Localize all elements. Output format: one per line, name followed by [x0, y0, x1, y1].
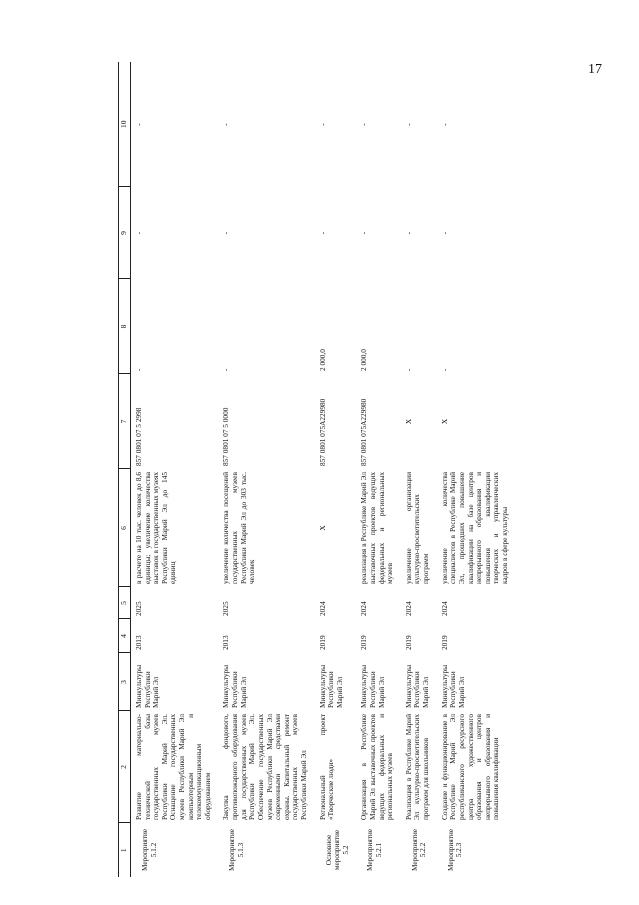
col-header: 1	[119, 823, 131, 877]
col-header: 5	[119, 587, 131, 619]
row-c9: -	[359, 231, 369, 235]
col-header: 3	[119, 653, 131, 711]
row-id: Основное мероприятие 5.2	[323, 829, 350, 871]
row-result: увеличение количества посещений государственных музеев Республики Марий Эл до 303 тыс. человек	[221, 472, 257, 584]
row-start: 2013	[134, 635, 143, 650]
row-c10: -	[317, 123, 327, 126]
row-c10: -	[403, 123, 413, 126]
row-start: 2019	[439, 635, 449, 650]
table-row	[218, 62, 314, 877]
program-table	[118, 62, 516, 877]
row-result: реализация в Республике Марий Эл выставочных проектов ведущих федеральных и региональных музеев	[359, 472, 395, 584]
row-end: 2024	[439, 601, 449, 616]
table-row	[437, 62, 516, 877]
row-code: 857 0801 075A229980	[317, 398, 327, 466]
row-c10: -	[134, 123, 143, 126]
row-code: 857 0801 075A229980	[359, 398, 369, 466]
row-result: Х	[317, 525, 327, 531]
table-row	[401, 62, 437, 877]
row-c9: -	[134, 231, 143, 235]
row-executor: Минкультуры Республики Марий Эл	[221, 664, 248, 708]
row-name: Региональный проект «Творческие люди»	[317, 714, 336, 820]
row-end: 2024	[317, 601, 327, 616]
row-code: 857 0801 07 5 2998	[134, 407, 143, 466]
row-c10: -	[359, 123, 369, 126]
row-code: Х	[439, 418, 449, 425]
rotated-table-wrapper	[118, 62, 578, 877]
row-id: Мероприятие 5.2.2	[409, 828, 428, 872]
row-c9: -	[317, 231, 327, 235]
col-header: 6	[119, 469, 131, 587]
row-c8: -	[403, 368, 413, 371]
row-name: Закупка фондового, противопожарного оборудования для государственных музеев Республики Марий Эл. Обеспечение государственных музеев Республики Марий Эл современными средствами охраны. Капитальный ремонт государственных музеев Республики Марий Эл	[221, 714, 308, 820]
row-id: Мероприятие 5.2.3	[445, 828, 464, 872]
row-result: увеличение организации культурно-просветительских программ	[403, 472, 431, 584]
col-header: 10	[119, 62, 131, 187]
row-result: увеличение количества специалистов в Республике Марий Эл, прошедших повышение квалификации на базе центров непрерывного образования и повышения квалификации творческих и управленческих кадров в сфере культуры	[439, 472, 509, 584]
row-code: 857 0801 07 5 0000	[221, 407, 231, 466]
row-end: 2025	[221, 601, 231, 616]
row-id: Мероприятие 5.1.2	[140, 828, 158, 872]
row-id: Мероприятие 5.1.3	[227, 828, 246, 872]
row-c9: -	[439, 231, 449, 235]
row-c8: 2 000,0	[317, 349, 327, 371]
row-end: 2024	[359, 601, 369, 616]
row-c8: -	[134, 368, 143, 371]
row-name: Реализация в Республике Марий Эл культурно-просветительских программ для школьников	[403, 714, 431, 820]
col-header: 8	[119, 279, 131, 374]
row-start: 2019	[403, 635, 413, 650]
row-c8: -	[439, 368, 449, 371]
page-number: 17	[588, 62, 602, 77]
row-start: 2019	[317, 635, 327, 650]
row-name: Развитие материально-технической базы государственных музеев Республики Марий Эл. Оснащение государственных музеев Республики Марий Эл компьютерным и телекоммуникационным оборудованием	[134, 714, 212, 820]
col-header: 4	[119, 619, 131, 653]
row-executor: Минкультуры Республики Марий Эл	[359, 664, 386, 708]
table-row	[356, 62, 400, 877]
col-header: 2	[119, 711, 131, 823]
row-c9: -	[221, 231, 231, 235]
row-c9: -	[403, 231, 413, 235]
row-executor: Минкультуры Республики Марий Эл	[439, 664, 466, 708]
row-c10: -	[221, 123, 231, 126]
row-executor: Минкультуры Республики Марий Эл	[403, 664, 431, 708]
row-code: Х	[403, 418, 413, 425]
table-row	[315, 62, 357, 877]
col-header: 7	[119, 374, 131, 469]
table-row	[131, 62, 219, 877]
row-c8: 2 000,0	[359, 349, 369, 371]
row-executor: Минкультуры Республики Марий Эл	[134, 664, 161, 708]
row-result: в расчете на 10 тыс. человек до 8,6 единицы; увеличение количества выставок в государственных музеях Республики Марий Эл до 145 единиц	[134, 471, 178, 584]
row-start: 2019	[359, 635, 369, 650]
row-executor: Минкультуры Республики Марий Эл	[317, 664, 344, 708]
row-end: 2025	[134, 601, 143, 616]
row-name: Организация в Республике Марий Эл выставочных проектов ведущих федеральных и региональных музеев	[359, 714, 395, 820]
header-row	[119, 62, 131, 877]
row-name: Создание и функционирование в Республике Марий Эл республиканского ресурсного центра художественного образования и центров непрерывного образования и повышения квалификации	[439, 714, 501, 820]
row-c10: -	[439, 123, 449, 126]
row-id: Мероприятие 5.2.1	[365, 828, 384, 872]
row-c8: -	[221, 368, 231, 371]
row-start: 2013	[221, 635, 231, 650]
col-header: 9	[119, 187, 131, 279]
row-end: 2024	[403, 601, 413, 616]
